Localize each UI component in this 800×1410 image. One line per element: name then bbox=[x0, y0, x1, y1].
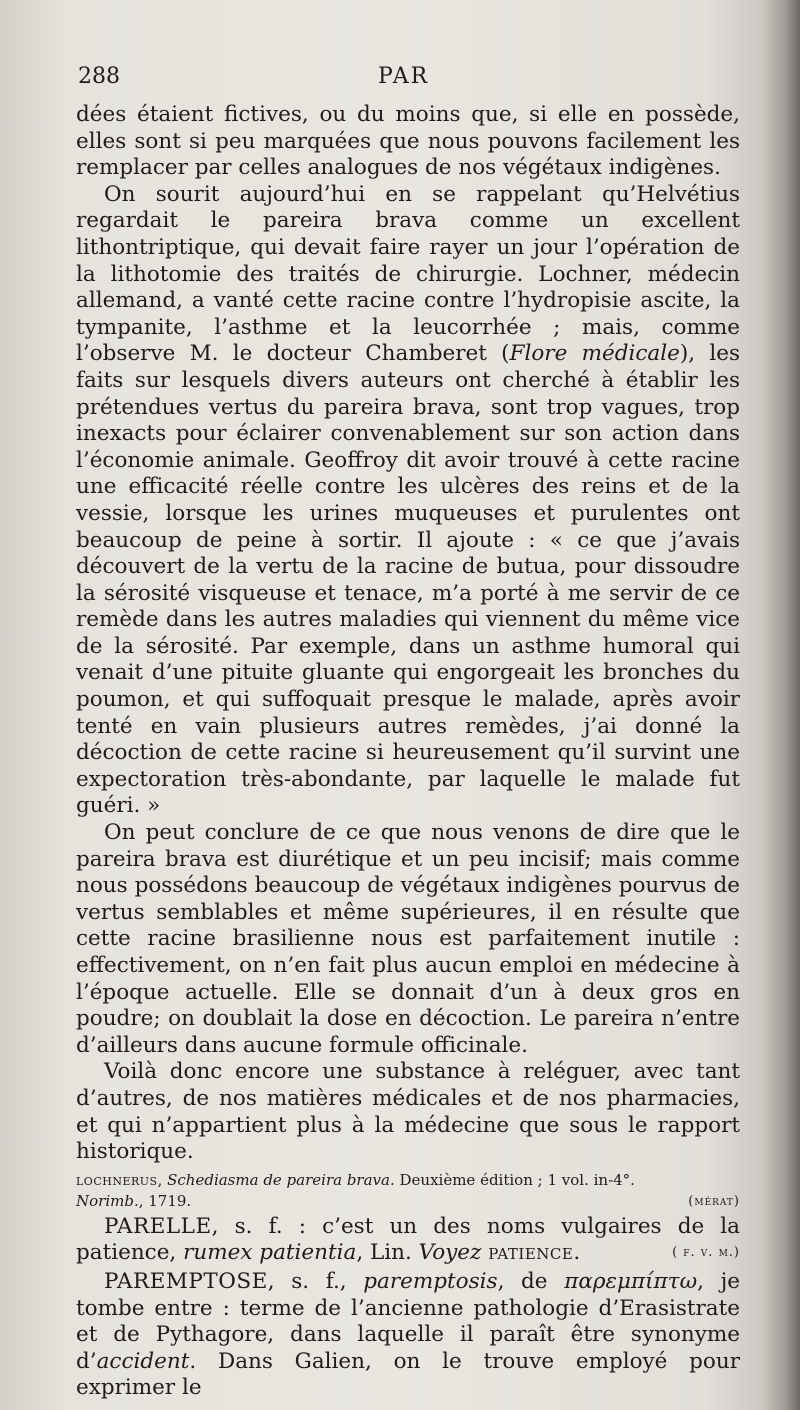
paragraph-final: Voilà donc encore une substance à reléguer, avec tant d’autres, de nos matières médicales et de nos pharmacies, et qui n’appartient plus à la médecine que sous le rapport historique. bbox=[76, 1059, 740, 1165]
dictionary-entry-parelle bbox=[76, 1214, 740, 1267]
citation-place: Norimb. bbox=[76, 1191, 139, 1210]
paragraph-continuation: dées étaient fictives, ou du moins que, si elle en possède, elles sont si peu marquées que nous pouvons facilement les remplacer par celles analogues de nos végétaux indigènes. bbox=[76, 102, 740, 181]
paragraph-conclusion: On peut conclure de ce que nous venons de dire que le pareira brava est diurétique et un peu incisif; mais comme nous possédons beaucoup de végétaux indigènes pourvus de vertus semblables et même supérieures, il en résulte que cette racine brasilienne nous est parfaitement inutile : effectivement, on n’en fait plus aucun emploi en médecine à l’époque actuelle. Elle se donnait d’un à deux gros en poudre; on doublait la dose en décoction. Le pareira n’entre d’ailleurs dans aucune formule officinale. bbox=[76, 820, 740, 1058]
entry-text: , de bbox=[497, 1268, 565, 1294]
bibliographic-citation: lochnerus, Schediasma de pareira brava. Deuxième édition ; 1 vol. in-4°. Norimb., 1719. (mérat) bbox=[76, 1170, 740, 1210]
entry-greek-etymon: παρεμπίπτω bbox=[564, 1268, 698, 1294]
page-body bbox=[76, 102, 740, 1402]
entry-text: , s. f., bbox=[267, 1268, 364, 1294]
entry-crossref: patience. bbox=[488, 1240, 581, 1266]
entry-headword: PARELLE bbox=[104, 1213, 212, 1239]
dictionary-entry-paremptose bbox=[76, 1269, 740, 1402]
author-signature: (mérat) bbox=[688, 1193, 740, 1209]
entry-text: , Lin. bbox=[356, 1240, 419, 1266]
entry-text: , s. f. : c’est un des noms vulgaires de la patience, bbox=[76, 1213, 740, 1266]
entry-text: . Dans Galien, on le trouve employé pour exprimer le bbox=[76, 1348, 740, 1401]
paragraph-text: ), les faits sur lesquels divers auteurs ont cherché à établir les prétendues vertus du pareira brava, sont trop vagues, trop inexacts pour éclairer convenablement sur son action dans l’économie animale. Geoffroy dit avoir trouvé à cette racine une efficacité réelle contre les ulcères des reins et de la vessie, lorsque les urines muqueuses et purulentes ont beaucoup de peine à sortir. Il ajoute : « ce que j’avais découvert de la vertu de la racine de butua, pour dissoudre la sérosité visqueuse et tenace, m’a porté à me servir de ce remède dans les autres maladies qui viennent du même vice de la sérosité. Par exemple, dans un asthme humoral qui venait d’une pituite gluante qui engorgeait les bronches du poumon, et qui suffoquait presque le malade, après avoir tenté en vain plusieurs autres remèdes, j’ai donné la décoction de cette racine si heureusement qu’il survint une expectoration très-abondante, par laquelle le malade fut guéri. » bbox=[76, 341, 740, 819]
entry-headword: PAREMPTOSE bbox=[104, 1268, 268, 1294]
book-title-italic: Flore médicale bbox=[509, 341, 680, 367]
entry-italic-term: accident bbox=[96, 1348, 190, 1374]
citation-author: lochnerus bbox=[76, 1170, 158, 1189]
entry-crossref-label: Voyez bbox=[418, 1240, 482, 1266]
citation-edition: Deuxième édition ; 1 vol. in-4°. bbox=[399, 1170, 635, 1189]
page-header bbox=[78, 64, 740, 100]
entry-latin-name: paremptosis bbox=[363, 1268, 498, 1294]
entry-signature: ( f. v. m.) bbox=[672, 1245, 740, 1261]
book-gutter-shadow bbox=[762, 0, 800, 1410]
citation-title: Schediasma de pareira brava. bbox=[167, 1170, 395, 1189]
entry-text: , je tombe entre : terme de l’ancienne pathologie d’Erasistrate et de Pythagore, dans laquelle il paraît être synonyme d’ bbox=[76, 1268, 740, 1374]
running-head: PAR bbox=[378, 64, 430, 89]
paragraph-text: On sourit aujourd’hui en se rappelant qu’Helvétius regardait le pareira brava comme un excellent lithontriptique, qui devait faire rayer un jour l’opération de la lithotomie des traités de chirurgie. Lochner, médecin allemand, a vanté cette racine contre l’hydropisie ascite, la tympanite, l’asthme et la leucorrhée ; mais, comme l’observe M. le docteur Chamberet ( bbox=[76, 181, 740, 367]
paragraph-pareira-history bbox=[76, 182, 740, 820]
page-number: 288 bbox=[78, 64, 120, 89]
entry-latin-name: rumex patientia bbox=[183, 1240, 357, 1266]
citation-year: , 1719. bbox=[138, 1191, 192, 1210]
